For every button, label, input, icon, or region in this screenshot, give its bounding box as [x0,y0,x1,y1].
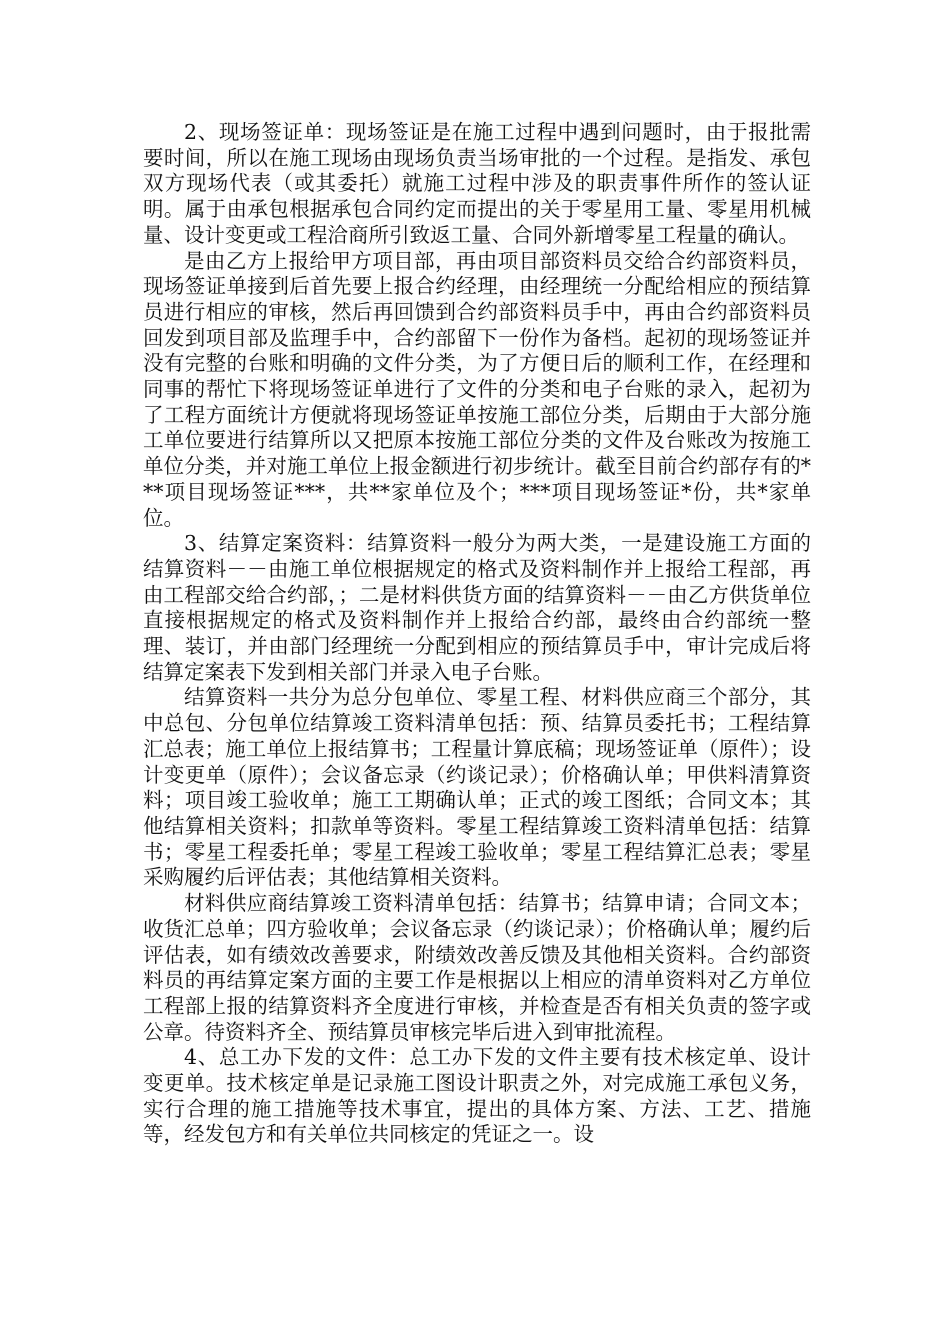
paragraph-site-visa: 2、现场签证单：现场签证是在施工过程中遇到问题时，由于报批需要时间，所以在施工现场由现场负责当场审批的一个过程。是指发、承包双方现场代表（或其委托）就施工过程中涉及的职责事件所作的签认证明。属于由承包根据承包合同约定而提出的关于零星用工量、零星用机械量、设计变更或工程洽商所引致返工量、合同外新增零星工程量的确认。 [143,120,811,247]
paragraph-chief-engineer-documents: 4、总工办下发的文件：总工办下发的文件主要有技术核定单、设计变更单。技术核定单是记录施工图设计职责之外，对完成施工承包义务，实行合理的施工措施等技术事宜，提出的具体方案、方法、工艺、措施等，经发包方和有关单位共同核定的凭证之一。设 [143,1045,811,1147]
paragraph-settlement-checklist: 结算资料一共分为总分包单位、零星工程、材料供应商三个部分，其中总包、分包单位结算竣工资料清单包括：预、结算员委托书；工程结算汇总表；施工单位上报结算书；工程量计算底稿；现场签证单（原件）；设计变更单（原件）；会议备忘录（约谈记录）；价格确认单；甲供料清算资料；项目竣工验收单；施工工期确认单；正式的竣工图纸；合同文本；其他结算相关资料；扣款单等资料。零星工程结算竣工资料清单包括：结算书；零星工程委托单；零星工程竣工验收单；零星工程结算汇总表；零星采购履约后评估表；其他结算相关资料。 [143,685,811,890]
paragraph-settlement-materials: 3、结算定案资料：结算资料一般分为两大类，一是建设施工方面的结算资料－－由施工单位根据规定的格式及资料制作并上报给工程部，再由工程部交给合约部，；二是材料供货方面的结算资料－－由乙方供货单位直接根据规定的格式及资料制作并上报给合约部，最终由合约部统一整理、装订，并由部门经理统一分配到相应的预结算员手中，审计完成后将结算定案表下发到相关部门并录入电子台账。 [143,531,811,684]
document-body [143,120,811,1148]
paragraph-visa-workflow: 是由乙方上报给甲方项目部，再由项目部资料员交给合约部资料员，现场签证单接到后首先要上报合约经理，由经理统一分配给相应的预结算员进行相应的审核，然后再回馈到合约部资料员手中，再由合约部资料员回发到项目部及监理手中，合约部留下一份作为备档。起初的现场签证并没有完整的台账和明确的文件分类，为了方便日后的顺利工作，在经理和同事的帮忙下将现场签证单进行了文件的分类和电子台账的录入，起初为了工程方面统计方便就将现场签证单按施工部位分类，后期由于大部分施工单位要进行结算所以又把原本按施工部位分类的文件及台账改为按施工单位分类，并对施工单位上报金额进行初步统计。截至目前合约部存有的***项目现场签证***，共**家单位及个；***项目现场签证*份，共*家单位。 [143,248,811,530]
paragraph-supplier-checklist: 材料供应商结算竣工资料清单包括：结算书；结算申请；合同文本；收货汇总单；四方验收单；会议备忘录（约谈记录）；价格确认单；履约后评估表，如有绩效改善要求，附绩效改善反馈及其他相关资料。合约部资料员的再结算定案方面的主要工作是根据以上相应的清单资料对乙方单位工程部上报的结算资料齐全度进行审核，并检查是否有相关负责的签字或公章。待资料齐全、预结算员审核完毕后进入到审批流程。 [143,891,811,1044]
